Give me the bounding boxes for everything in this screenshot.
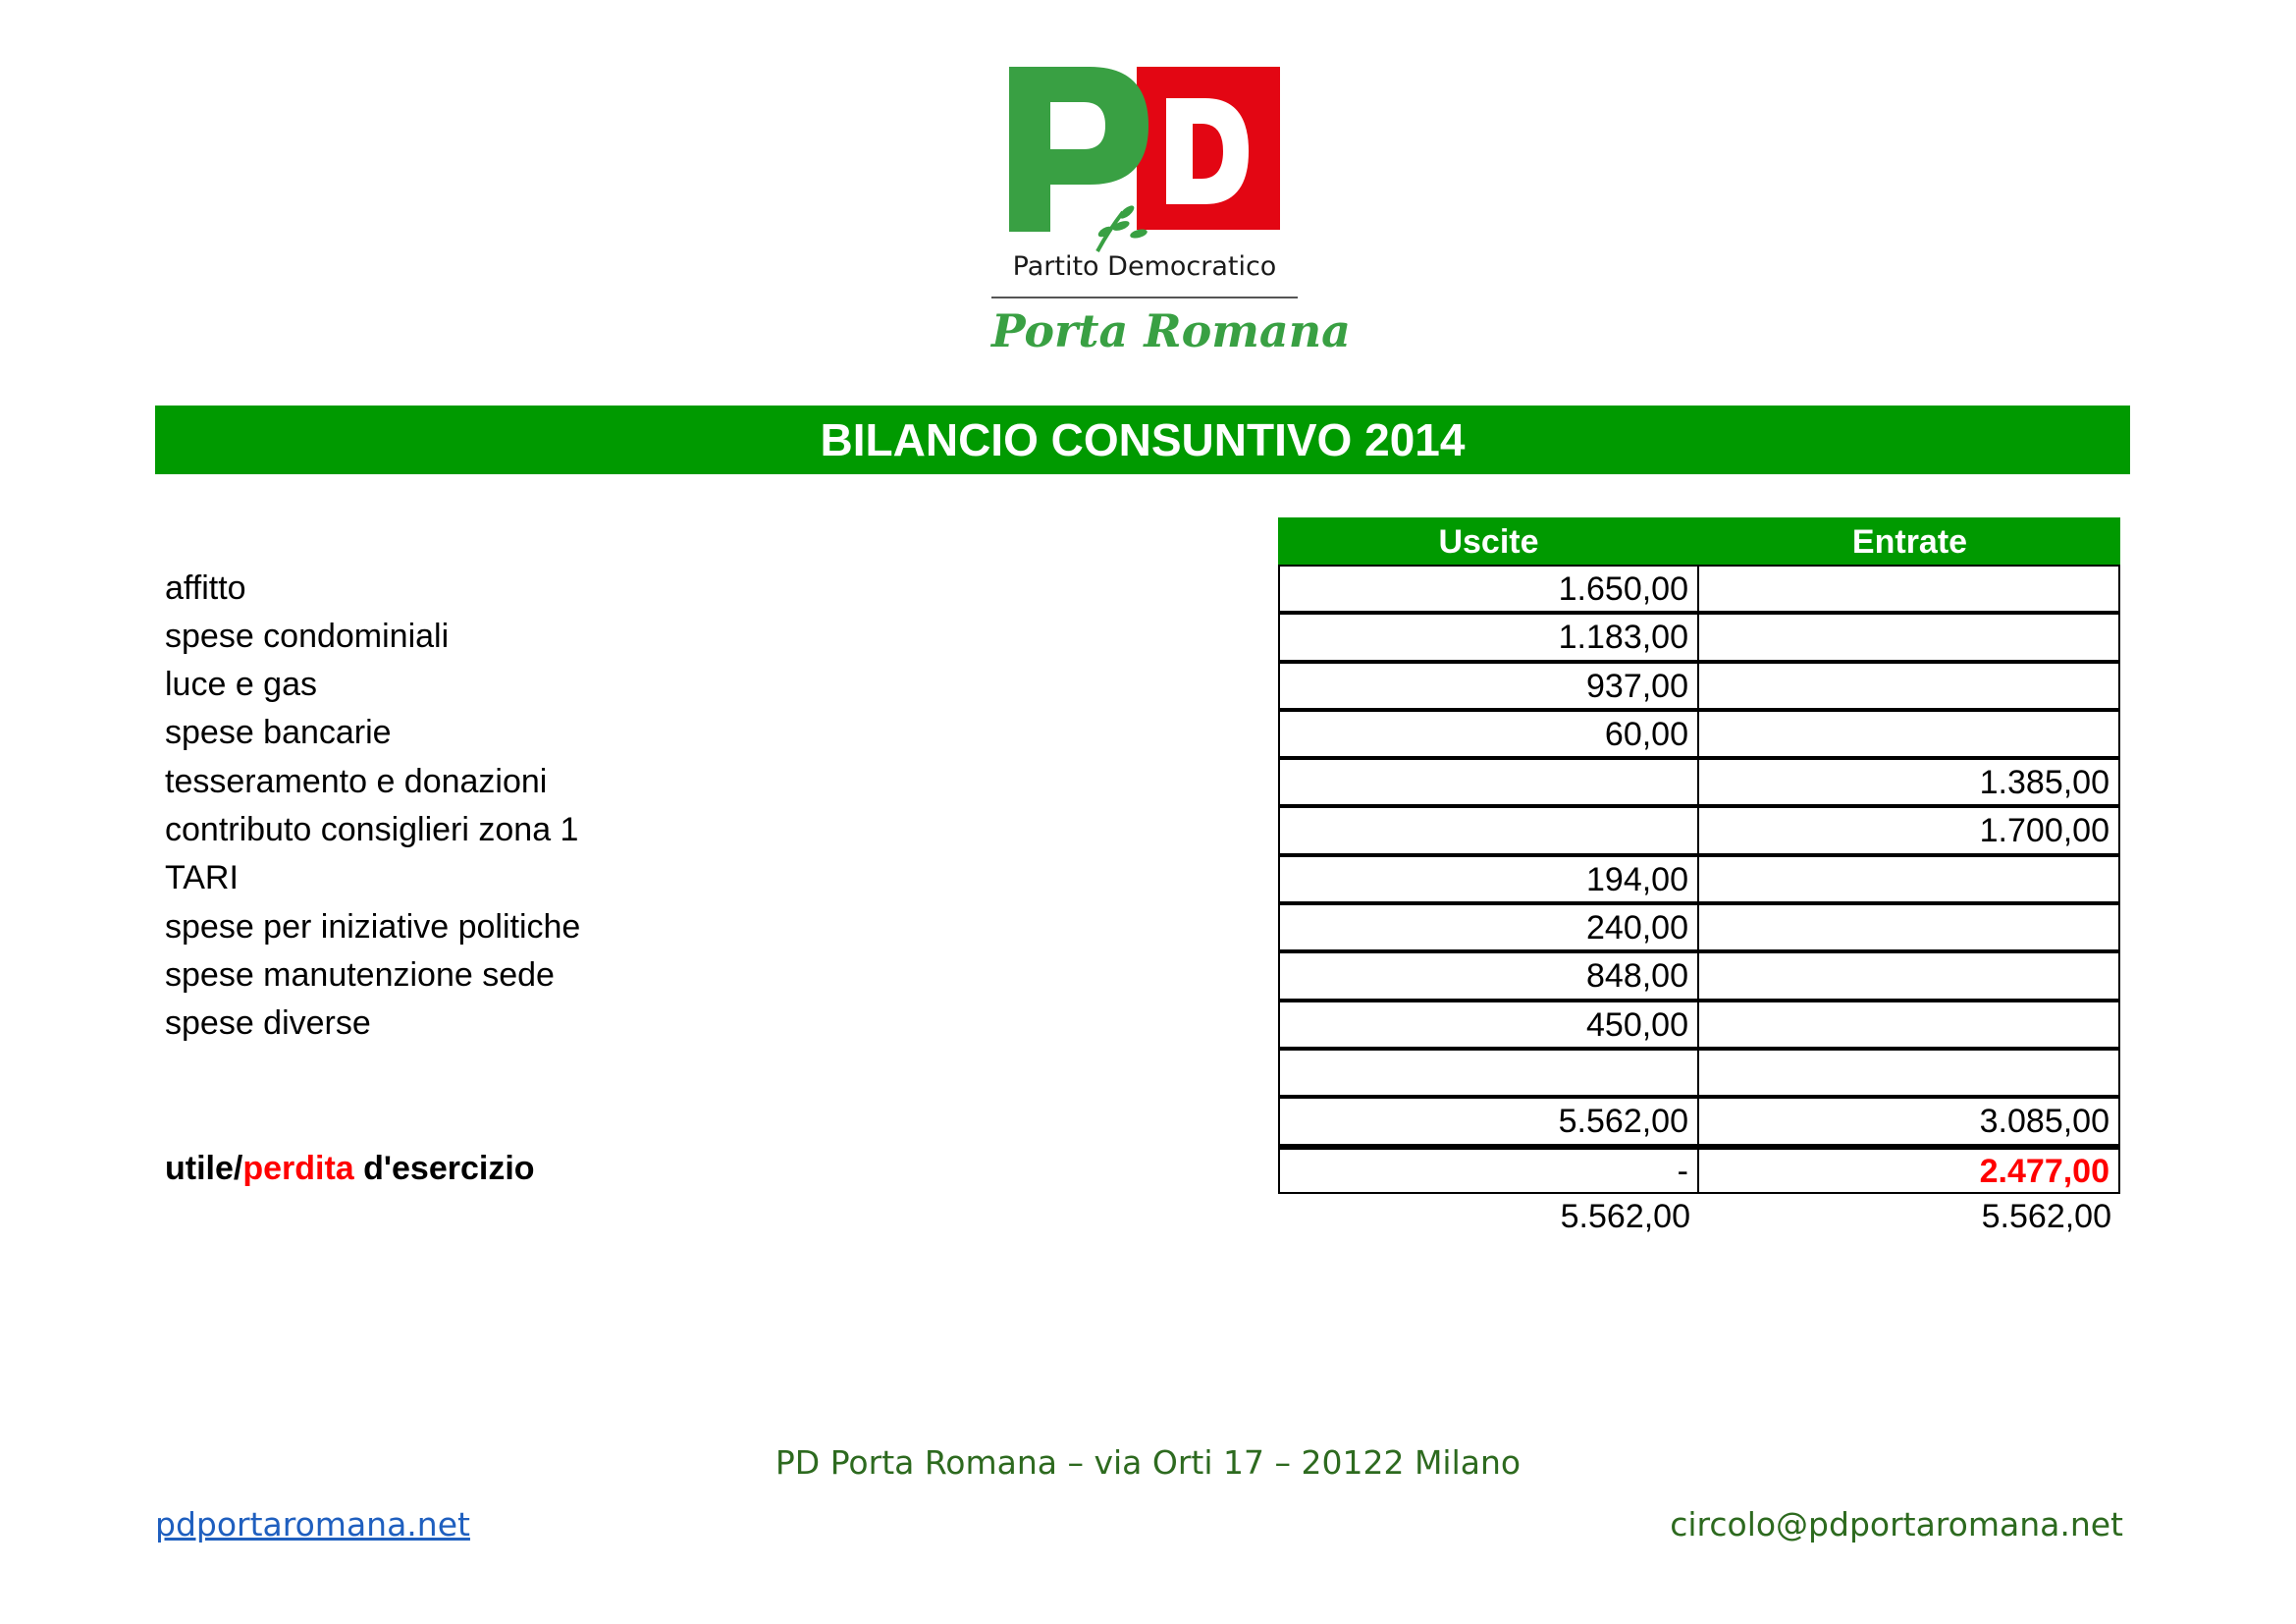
entrate-cell [1699, 1001, 2120, 1049]
row-label: spese per iniziative politiche [165, 908, 581, 946]
uscite-cell [1278, 1049, 1699, 1097]
row-label: spese condominiali [165, 618, 450, 655]
entrate-cell [1699, 565, 2120, 613]
result-label: utile/perdita d'esercizio [165, 1150, 535, 1187]
table-row [1278, 662, 2120, 710]
uscite-cell: 60,00 [1278, 710, 1699, 758]
uscite-cell: 450,00 [1278, 1001, 1699, 1049]
uscite-cell: 1.183,00 [1278, 613, 1699, 661]
row-label: affitto [165, 569, 246, 607]
table-row [1278, 1049, 2120, 1097]
row-label: spese bancarie [165, 714, 392, 751]
footer-address: PD Porta Romana – via Orti 17 – 20122 Milano [774, 1443, 1522, 1482]
entrate-cell [1699, 903, 2120, 951]
entrate-cell [1699, 951, 2120, 1000]
logo-party-name: Partito Democratico [1012, 251, 1277, 282]
uscite-cell [1278, 758, 1699, 806]
subtotal-entrate: 3.085,00 [1699, 1097, 2120, 1145]
logo-city-name: Porta Romana [991, 304, 1351, 357]
table-row [1278, 951, 2120, 1000]
entrate-cell [1699, 662, 2120, 710]
total-row [1278, 1194, 2120, 1242]
entrate-cell [1699, 1049, 2120, 1097]
entrate-cell: 1.385,00 [1699, 758, 2120, 806]
entrate-cell: 1.700,00 [1699, 806, 2120, 854]
uscite-cell: 1.650,00 [1278, 565, 1699, 613]
pd-logo-icon [991, 65, 1296, 261]
uscite-cell: 194,00 [1278, 855, 1699, 903]
website-link[interactable]: pdportaromana.net [155, 1505, 470, 1543]
table-row [1278, 565, 2120, 613]
subtotal-row [1278, 1097, 2120, 1145]
row-label: luce e gas [165, 666, 317, 703]
result-row [1278, 1146, 2120, 1194]
balance-table [1278, 565, 2120, 1242]
total-entrate: 5.562,00 [1981, 1197, 2111, 1235]
total-uscite: 5.562,00 [1560, 1197, 1690, 1235]
entrate-cell [1699, 710, 2120, 758]
uscite-cell [1278, 806, 1699, 854]
header-uscite: Uscite [1438, 523, 1539, 561]
logo-divider [991, 297, 1298, 298]
row-label: TARI [165, 859, 239, 896]
entrate-cell [1699, 855, 2120, 903]
result-entrate: 2.477,00 [1699, 1146, 2120, 1194]
uscite-cell: 240,00 [1278, 903, 1699, 951]
table-row [1278, 806, 2120, 854]
uscite-cell: 848,00 [1278, 951, 1699, 1000]
table-header [1278, 517, 2120, 565]
header-entrate: Entrate [1851, 523, 1968, 561]
table-row [1278, 758, 2120, 806]
result-uscite: - [1278, 1146, 1699, 1194]
row-label: tesseramento e donazioni [165, 763, 548, 800]
row-label: contributo consiglieri zona 1 [165, 811, 579, 848]
table-row [1278, 903, 2120, 951]
uscite-cell: 937,00 [1278, 662, 1699, 710]
table-row [1278, 613, 2120, 661]
table-row [1278, 710, 2120, 758]
row-label: spese manutenzione sede [165, 956, 555, 994]
entrate-cell [1699, 613, 2120, 661]
page-title: BILANCIO CONSUNTIVO 2014 [155, 406, 2130, 474]
email-address: circolo@pdportaromana.net [1670, 1505, 2123, 1543]
party-logo [991, 65, 1351, 359]
row-label: spese diverse [165, 1004, 371, 1042]
subtotal-uscite: 5.562,00 [1278, 1097, 1699, 1145]
table-row [1278, 855, 2120, 903]
table-row [1278, 1001, 2120, 1049]
